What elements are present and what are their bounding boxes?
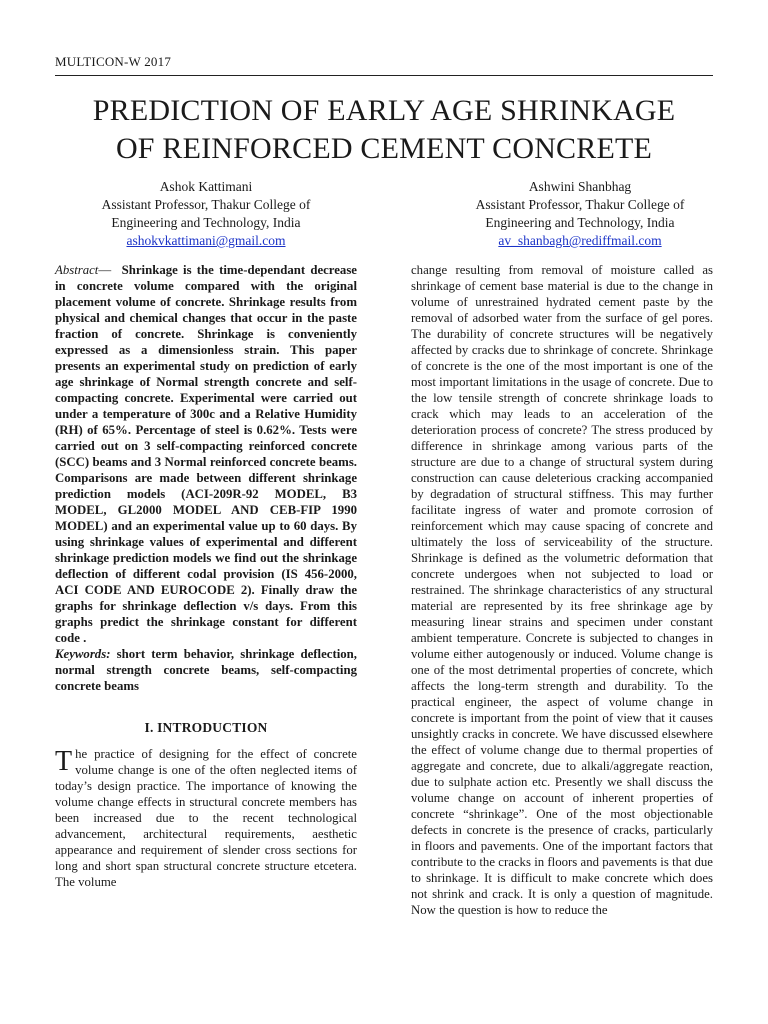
author-name: Ashok Kattimani [159,179,253,194]
author-institution: Engineering and Technology, India [485,215,675,230]
introduction-paragraph [55,746,357,890]
keywords-paragraph [55,646,357,694]
paper-title [30,92,738,168]
abstract-paragraph [55,262,357,646]
header-rule [55,75,713,76]
section-heading-introduction: I. INTRODUCTION [144,720,268,735]
author-email-link[interactable]: ashokvkattimani@gmail.com [126,233,286,248]
abstract-text: Shrinkage is the time-dependant decrease in concrete volume compared with the original placement volume of concrete. Shrinkage results from physical and chemical changes that occur in the paste fraction of concrete. Shrinkage is conveniently expressed as a dimensionless strain. This paper presents an experimental study on prediction of early age shrinkage of Normal strength concrete and self-compacting concrete. Experimental were carried out under a temperature of 300c and a Relative Humidity (RH) of 65%. Percentage of steel is 0.62%. Tests were carried out on 3 self-compacting reinforced concrete (SCC) beams and 3 Normal reinforced concrete beams. Comparisons are made between different shrinkage prediction models (ACI-209R-92 MODEL, B3 MODEL, GL2000 MODEL AND CEB-FIP 1990 MODEL) and an experimental value up to 60 days. By using shrinkage values of experimental and different shrinkage prediction models we find out the shrinkage deflection of different codal provision (IS 456-2000, ACI CODE AND EUROCODE 2). Finally draw the graphs for shrinkage deflection v/s days. From this graphs predict the shrinkage constant for different code . [55,263,357,645]
title-line-2: OF REINFORCED CEMENT CONCRETE [115,132,653,165]
author-position: Assistant Professor, Thakur College of [101,197,311,212]
right-column-paragraph: change resulting from removal of moisture called as shrinkage of cement base material is due to the change in volume of unrestrained hydrated cement paste by the removal of adsorbed water from the surface of gel pores. The durability of concrete structures will be negatively affected by cracks due to shrinkage of concrete. Shrinkage of concrete is the one of the most important is one of the most important limitations in the usage of concrete. Due to the low tensile strength of concrete shrinkage loads to crack which may leads to an acceleration of the deterioration process of concrete? The stress produced by difference in shrinkage among various parts of the structure are due to a change of structural system during construction can cause deleterious cracking accompanied by degradation of structural stiffness. This may further facilitate ingress of water and promote corrosion of reinforcement which may cause spacing of concrete and ultimately the loss of serviceability of the structure. Shrinkage is defined as the volumetric deformation that concrete undergoes when not subjected to load or restrained. The shrinkage characteristics of any structural material are represented by its free shrinkage age by measuring linear strains and specimen under constant ambient temperature. Concrete is subjected to changes in volume either autogenously or induced. Volume change is one of the most detrimental properties of concrete, which affects the long-term strength and durability. To the practical engineer, the aspect of volume change in concrete is important from the point of view that it causes unsightly cracks in concrete. We have discussed elsewhere the effect of volume change due to thermal properties of aggregate and concrete, due to alkali/aggregate reaction, due to sulphate action etc. Presently we shall discuss the volume change on account of inherent properties of concrete “shrinkage”. One of the most objectionable defects in concrete is the presence of cracks, particularly in floors and pavements. One of the important factors that contribute to the cracks in floors and pavements is that due to shrinkage. It is difficult to make concrete which does not shrink and crack. It is only a question of magnitude. Now the question is how to reduce the [411,263,713,917]
drop-cap: T [55,746,73,777]
author-position: Assistant Professor, Thakur College of [475,197,685,212]
keywords-label: Keywords: [55,647,111,661]
introduction-text: he practice of designing for the effect of concrete volume change is one of the often neglected items of today’s design practice. The importance of knowing the volume change effects in structural concrete members has been increased due to the recent technological advancement, architectural requirements, aesthetic appearance and requirement of slender cross sections for long and short span structural concrete structure etcetera. The volume [55,747,357,889]
author-email-link[interactable]: av_shanbagh@rediffmail.com [498,233,662,248]
abstract-dash: — [98,263,112,277]
right-column [411,262,713,918]
author-block-2 [430,178,730,250]
author-institution: Engineering and Technology, India [111,215,301,230]
abstract-label: Abstract [55,263,99,277]
left-column [55,262,357,890]
author-name: Ashwini Shanbhag [528,179,632,194]
title-line-1: PREDICTION OF EARLY AGE SHRINKAGE [92,94,676,127]
conference-header: MULTICON-W 2017 [55,54,172,69]
author-block-1 [56,178,356,250]
keywords-text: short term behavior, shrinkage deflection, normal strength concrete beams, self-compacting concrete beams [55,647,357,693]
